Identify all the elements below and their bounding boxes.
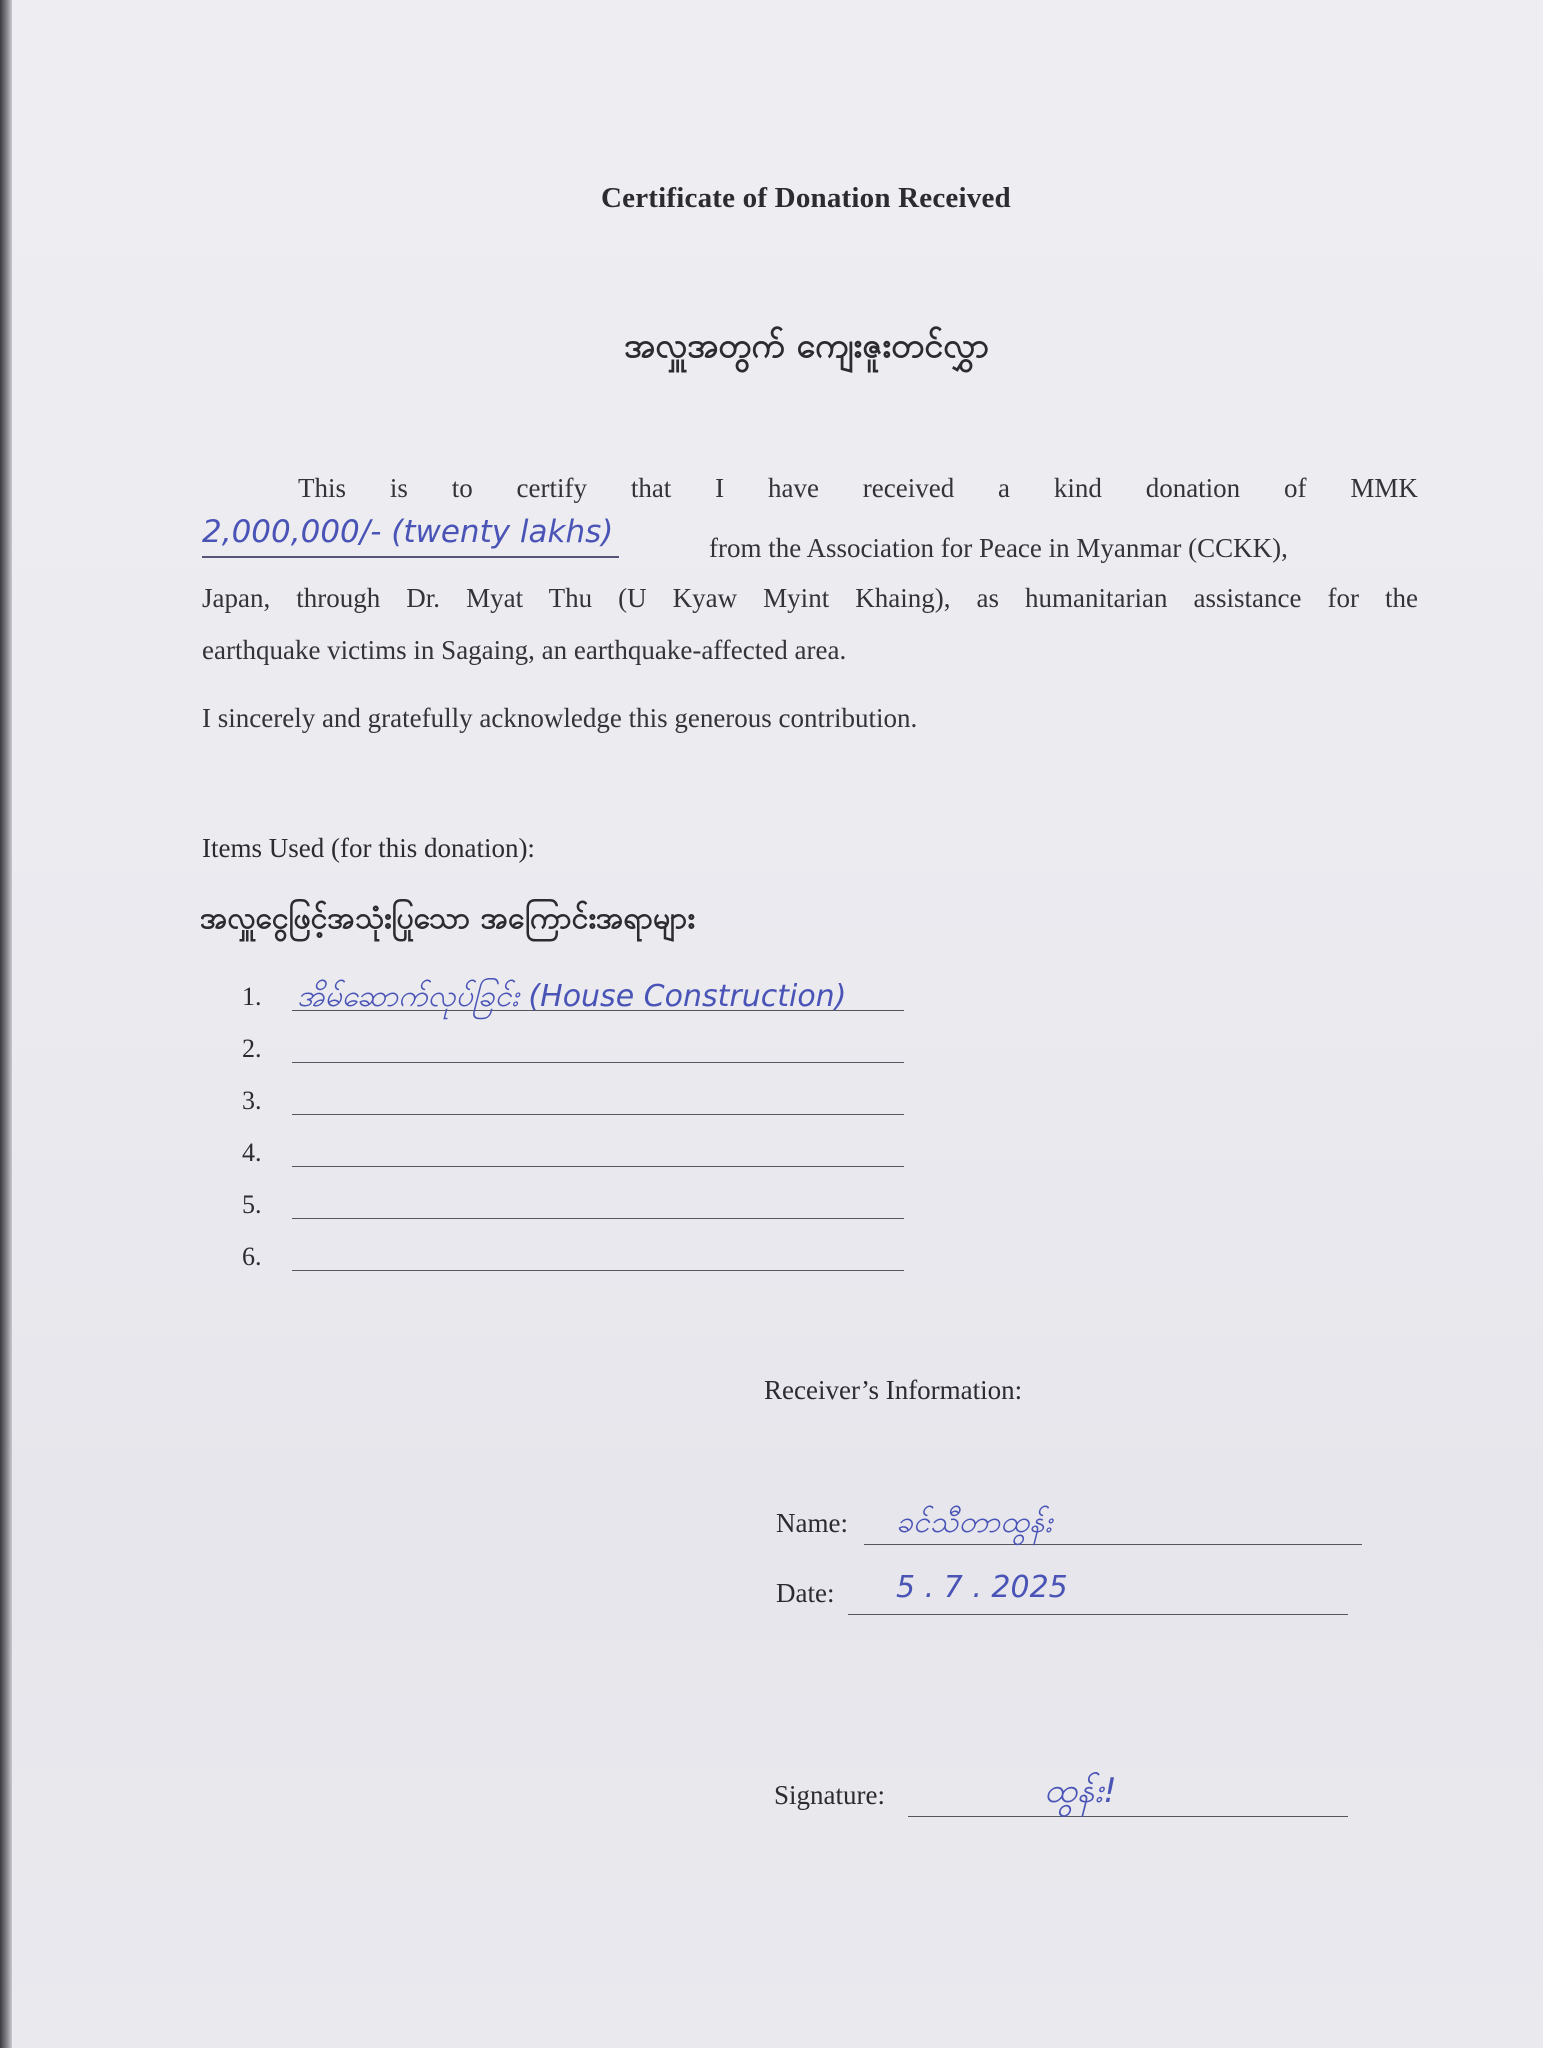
signature-line	[908, 1816, 1348, 1817]
word: MMK	[1350, 473, 1418, 503]
item-number: 5.	[242, 1190, 262, 1219]
date-label: Date:	[776, 1578, 835, 1608]
item-number: 4.	[242, 1138, 262, 1167]
word: to	[451, 473, 473, 503]
donation-amount-handwritten: 2,000,000/- (twenty lakhs)	[202, 514, 619, 558]
signature-label: Signature:	[774, 1780, 885, 1810]
item-number: 2.	[242, 1034, 262, 1063]
items-used-label-myanmar: အလှူငွေဖြင့်အသုံးပြုသော အကြောင်းအရာများ	[200, 901, 695, 936]
name-value-handwritten: ခင်သီတာထွန်း	[896, 1505, 1053, 1540]
word: certify	[516, 473, 587, 503]
page-edge-shadow	[0, 0, 12, 2048]
certify-line-3: Japan, through Dr. Myat Thu (U Kyaw Myint Khaing), as humanitarian assistance for the	[202, 583, 1418, 613]
word: This	[298, 473, 347, 503]
word: donation	[1145, 473, 1241, 503]
item-value-handwritten: အိမ်ဆောက်လုပ်ခြင်း (House Construction)	[297, 979, 847, 1014]
item-line	[292, 1062, 904, 1063]
acknowledgement-text: I sincerely and gratefully acknowledge this generous contribution.	[202, 703, 918, 733]
certify-line	[202, 473, 1418, 504]
word: kind	[1053, 473, 1102, 503]
word: that	[630, 473, 672, 503]
word: I	[715, 473, 725, 503]
date-value-handwritten: 5 . 7 . 2025	[896, 1570, 1068, 1605]
date-field	[776, 1570, 1376, 1622]
item-line	[292, 1270, 904, 1271]
item-number: 1.	[242, 982, 262, 1011]
word: is	[389, 473, 408, 503]
certify-line-4: earthquake victims in Sagaing, an earthquake-affected area.	[202, 635, 847, 665]
receiver-info-heading: Receiver’s Information:	[764, 1375, 1023, 1405]
word: a	[998, 473, 1011, 503]
certify-line-2: from the Association for Peace in Myanmar (CCKK),	[709, 533, 1288, 563]
name-label: Name:	[776, 1508, 848, 1538]
name-field	[776, 1505, 1376, 1552]
word: received	[862, 473, 955, 503]
item-line	[292, 1218, 904, 1219]
certificate-page	[12, 0, 1543, 2048]
items-used-label: Items Used (for this donation):	[202, 833, 535, 863]
certificate-title-myanmar: အလှူအတွက် ကျေးဇူးတင်လွှာ	[624, 326, 989, 366]
item-line	[292, 1114, 904, 1115]
signature-value-handwritten: ထွန်း!	[1044, 1771, 1117, 1811]
word: of	[1284, 473, 1307, 503]
item-number: 6.	[242, 1242, 262, 1271]
signature-field	[774, 1771, 1374, 1824]
word: have	[767, 473, 819, 503]
date-line	[848, 1614, 1348, 1615]
item-line	[292, 1166, 904, 1167]
item-number: 3.	[242, 1086, 262, 1115]
certificate-title: Certificate of Donation Received	[601, 182, 1011, 214]
